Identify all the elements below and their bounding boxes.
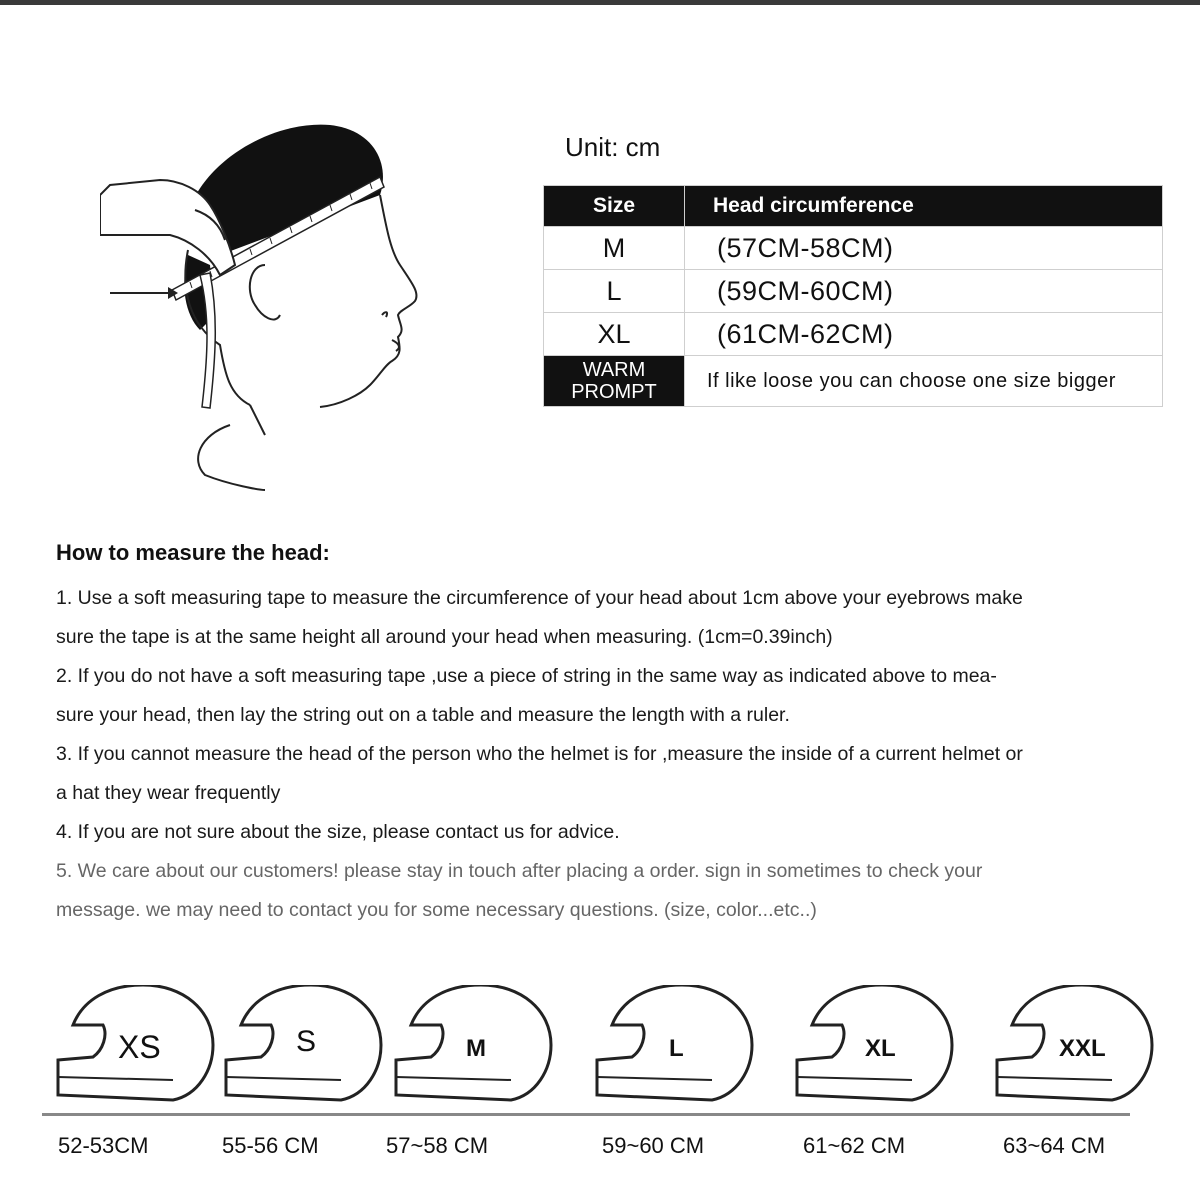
- table-row: [544, 270, 1163, 313]
- helmet-size-label: XXL: [1059, 1035, 1106, 1062]
- size-column-header: Size: [544, 186, 685, 227]
- helmet-range-label: 61~62 CM: [803, 1133, 906, 1158]
- measure-instructions: [56, 579, 1176, 930]
- warm-prompt-label-line2: PROMPT: [571, 381, 657, 403]
- helmet-size-label: S: [296, 1025, 317, 1058]
- helmet-size-label: L: [669, 1035, 684, 1062]
- instruction-line: 1. Use a soft measuring tape to measure the circumference of your head about 1cm above your eyebrows make: [56, 587, 1023, 609]
- table-header-row: [544, 186, 1163, 227]
- size-chart-table: [543, 185, 1163, 407]
- helmet-size-label: XL: [865, 1035, 896, 1062]
- helmet-m: [386, 985, 556, 1105]
- size-cell: M: [544, 227, 685, 270]
- helmet-s: [216, 985, 386, 1105]
- range-cell: (61CM-62CM): [685, 313, 1163, 356]
- helmet-size-label: M: [466, 1035, 486, 1062]
- instruction-line: a hat they wear frequently: [56, 782, 281, 804]
- warm-prompt-label-line1: WARM: [582, 359, 646, 381]
- instruction-line: 5. We care about our customers! please stay in touch after placing a order. sign in sometimes to check your: [56, 860, 983, 882]
- range-cell: (59CM-60CM): [685, 270, 1163, 313]
- size-cell: XL: [544, 313, 685, 356]
- helmet-l: [587, 985, 757, 1105]
- instruction-line: message. we may need to contact you for some necessary questions. (size, color...etc..): [56, 899, 817, 921]
- unit-label: Unit: cm: [565, 132, 661, 162]
- head-measurement-illustration: [100, 115, 430, 495]
- helmet-size-label: XS: [118, 1029, 161, 1065]
- range-cell: (57CM-58CM): [685, 227, 1163, 270]
- top-border: [0, 0, 1200, 5]
- helmet-range-label: 57~58 CM: [386, 1133, 489, 1158]
- helmet-range-label: 55-56 CM: [222, 1133, 319, 1158]
- circumference-column-header: Head circumference: [685, 186, 1163, 227]
- measure-heading: How to measure the head:: [56, 540, 330, 565]
- instruction-line: sure your head, then lay the string out on a table and measure the length with a ruler.: [56, 704, 790, 726]
- warm-prompt-row: [544, 356, 1163, 407]
- warm-prompt-text: If like loose you can choose one size bigger: [685, 356, 1163, 407]
- helmet-range-label: 52-53CM: [58, 1133, 149, 1158]
- helmet-xxl: [987, 985, 1157, 1105]
- helmet-xs: [48, 985, 218, 1105]
- instruction-line: 4. If you are not sure about the size, please contact us for advice.: [56, 821, 620, 843]
- table-row: [544, 313, 1163, 356]
- helmet-baseline: [42, 1113, 1130, 1116]
- size-cell: L: [544, 270, 685, 313]
- helmet-range-label: 63~64 CM: [1003, 1133, 1106, 1158]
- helmet-xl: [787, 985, 957, 1105]
- instruction-line: 2. If you do not have a soft measuring tape ,use a piece of string in the same way as indicated above to mea-: [56, 665, 997, 687]
- instruction-line: sure the tape is at the same height all around your head when measuring. (1cm=0.39inch): [56, 626, 833, 648]
- table-row: [544, 227, 1163, 270]
- helmet-range-label: 59~60 CM: [602, 1133, 705, 1158]
- instruction-line: 3. If you cannot measure the head of the person who the helmet is for ,measure the inside of a current helmet or: [56, 743, 1023, 765]
- warm-prompt-label: [544, 356, 685, 407]
